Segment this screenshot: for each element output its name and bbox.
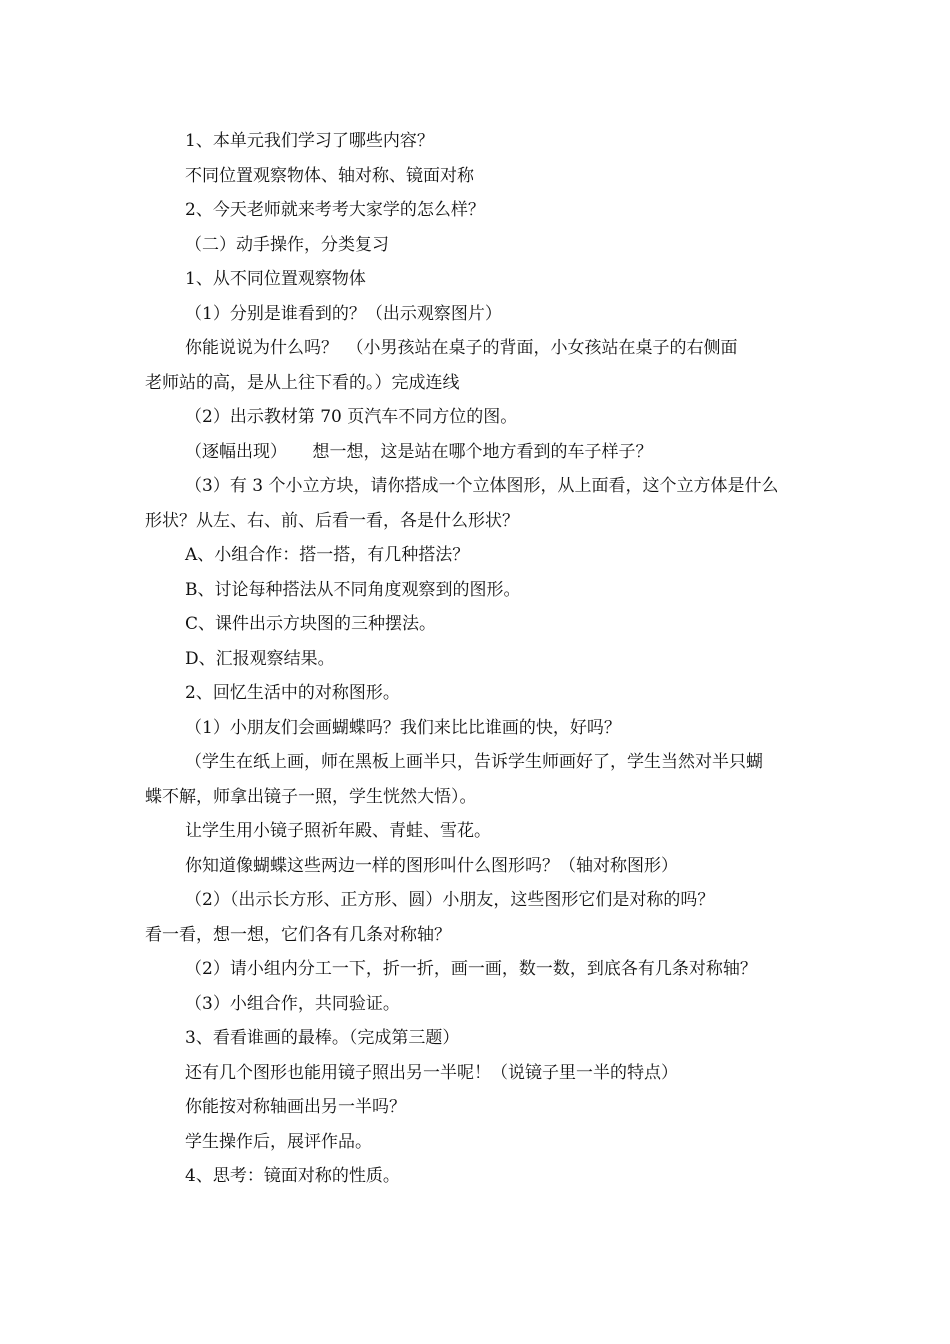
text-line: 你知道像蝴蝶这些两边一样的图形叫什么图形吗？（轴对称图形） — [185, 855, 678, 876]
text-line: B、讨论每种搭法从不同角度观察到的图形。 — [185, 579, 521, 600]
text-line: 4、思考：镜面对称的性质。 — [185, 1166, 400, 1186]
text-line: 1、从不同位置观察物体 — [185, 269, 366, 289]
text-line: 形状？从左、右、前、后看一看，各是什么形状？ — [145, 510, 519, 531]
text-line: （2）出示教材第 70 页汽车不同方位的图。 — [185, 407, 518, 427]
text-line: （1）小朋友们会画蝴蝶吗？我们来比比谁画的快，好吗？ — [185, 717, 621, 738]
text-line: （3）小组合作，共同验证。 — [185, 993, 400, 1014]
document-body — [145, 124, 810, 1194]
text-line: 蝶不解，师拿出镜子一照，学生恍然大悟）。 — [145, 786, 477, 807]
section-heading: （二）动手操作，分类复习 — [185, 234, 389, 255]
text-line: （2）（出示长方形、正方形、圆）小朋友，这些图形它们是对称的吗？ — [185, 890, 715, 910]
text-line: 2、今天老师就来考考大家学的怎么样？ — [185, 200, 485, 220]
text-line: （3）有 3 个小立方块，请你搭成一个立体图形，从上面看，这个立方体是什么 — [185, 476, 779, 496]
text-line: 学生操作后，展评作品。 — [185, 1131, 372, 1152]
text-line: 看一看，想一想，它们各有几条对称轴？ — [145, 924, 451, 945]
text-line: 2、回忆生活中的对称图形。 — [185, 683, 400, 703]
text-line: 1、本单元我们学习了哪些内容？ — [185, 131, 434, 151]
text-line: （2）请小组内分工一下，折一折，画一画，数一数，到底各有几条对称轴？ — [185, 959, 757, 979]
text-line: 你能按对称轴画出另一半吗？ — [185, 1097, 406, 1117]
text-line: （逐幅出现） 想一想，这是站在哪个地方看到的车子样子？ — [185, 441, 653, 462]
text-line: 3、看看谁画的最棒。（完成第三题） — [185, 1028, 460, 1048]
text-line: 老师站的高，是从上往下看的。）完成连线 — [145, 372, 460, 393]
text-line: 还有几个图形也能用镜子照出另一半呢！（说镜子里一半的特点） — [185, 1062, 678, 1083]
text-line: 不同位置观察物体、轴对称、镜面对称 — [185, 165, 474, 186]
text-line: （学生在纸上画，师在黑板上画半只，告诉学生师画好了，学生当然对半只蝴 — [185, 752, 763, 772]
text-line: 让学生用小镜子照祈年殿、青蛙、雪花。 — [185, 821, 491, 841]
text-line: C、课件出示方块图的三种摆法。 — [185, 614, 437, 634]
text-line: （1）分别是谁看到的？（出示观察图片） — [185, 303, 502, 324]
text-line: D、汇报观察结果。 — [185, 648, 335, 669]
text-line: A、小组合作：搭一搭，有几种搭法？ — [185, 545, 470, 565]
text-line: 你能说说为什么吗？ （小男孩站在桌子的背面，小女孩站在桌子的右侧面 — [185, 338, 738, 358]
